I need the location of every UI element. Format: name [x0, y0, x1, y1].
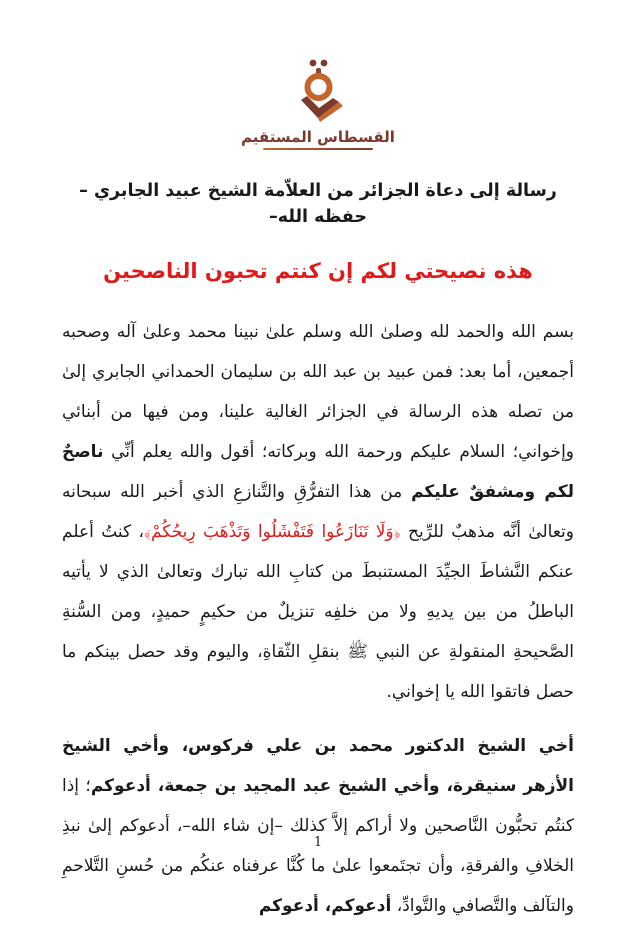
- logo: [218, 58, 418, 150]
- text-segment-normal: ، كنتُ أعلم عنكم النَّشاطَ الجيِّدَ المستنبطَ من كتابِ الله تبارك وتعالىٰ الذي لا يأتيه الباطلُ من بين يديهِ ولا من خلفِه تنزيلٌ من حكيمٍ حميدٍ، ومن السُّنةِ الصَّحيحةِ المنقولةِ عن النبي ﷺ بنقلِ الثّقاةِ، واليوم وقد حصل بينكم ما حصل فاتقوا الله يا إخواني.: [62, 521, 574, 702]
- text-segment-bold: ناصحٌ لكم ومشفقٌ عليكم: [62, 441, 574, 502]
- text-segment-normal: من هذا التفرُّقِ والتَّنازعِ الذي أخبر الله سبحانه وتعالىٰ أنَّه مذهبٌ للرِّيح: [62, 481, 574, 542]
- body-text: [62, 312, 574, 926]
- text-segment-bold: أدعوكم، أدعوكم: [258, 895, 392, 916]
- paragraph: [62, 312, 574, 712]
- text-segment-red: ﴿وَلَا تَنَازَعُوا فَتَفْشَلُوا وَتَذْهَبَ رِيحُكُمْ﴾: [144, 521, 401, 542]
- document-subtitle: هذه نصيحتي لكم إن كنتم تحبون الناصحين: [103, 258, 533, 283]
- text-segment-bold: أخي الشيخ الدكتور محمد بن علي فركوس، وأخي الشيخ الأزهر سنيقرة، وأخي الشيخ عبد المجيد بن جمعة، أدعوكم: [62, 735, 574, 796]
- logo-wordmark: القسطاس المستقيم: [241, 128, 395, 146]
- paragraph: [62, 726, 574, 926]
- text-segment-normal: ؛ إذا كنتُم تحبُّون النَّاصحين ولا أراكم إلاَّ كذلك –إن شاء الله–، أدعوكم إلىٰ نبذِ الخلافِ والفرقةِ، وأن تجتَمعوا علىٰ ما كُنَّا عرفناه عنكُم من حُسنِ التَّلاحمِ والتآلف والتَّصافي والتَّوادِّ،: [62, 775, 574, 916]
- logo-flourish: [263, 148, 373, 150]
- qistas-emblem-icon: [273, 58, 363, 124]
- text-segment-normal: بسم الله والحمد لله وصلىٰ الله وسلم علىٰ نبينا محمد وعلىٰ آله وصحبه أجمعين، أما بعد: فمن عبيد بن عبد الله بن سليمان الحمداني الجابري إلىٰ من تصله هذه الرسالة في الجزائر الغالية علينا، ومن فيها من أبنائي وإخواني؛ السلام عليكم ورحمة الله وبركاته؛ أقول والله يعلم أنِّي: [62, 321, 574, 462]
- page-number: 1: [313, 835, 323, 850]
- document-title: رسالة إلى دعاة الجزائر من العلاّمة الشيخ عبيد الجابري –حفظه الله–: [79, 181, 557, 228]
